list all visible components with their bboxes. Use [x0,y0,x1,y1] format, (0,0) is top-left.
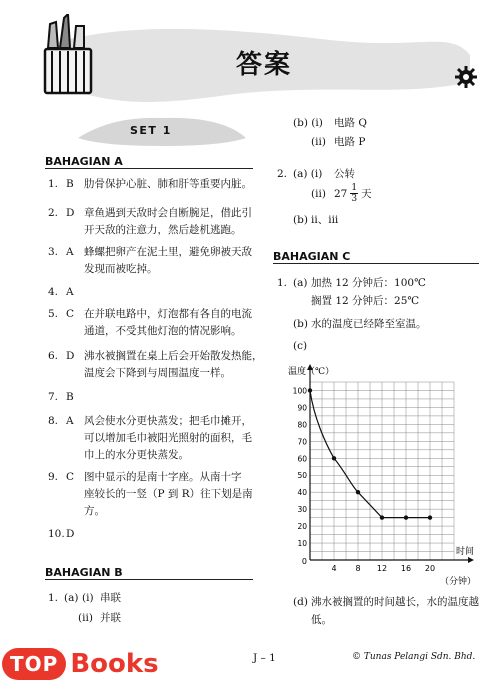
b1-i-answer: 串联 [100,592,121,604]
data-point [332,456,336,460]
pencil-cup-icon [40,14,100,96]
answer-letter: A [66,415,74,427]
answer-explanation-line: 在并联电路中，灯泡都有各自的电流 [84,308,252,320]
section-a-heading: BAHAGIAN A [45,155,123,168]
y-tick-label: 20 [297,522,307,532]
data-point [356,490,360,494]
y-tick-label: 100 [292,386,307,396]
answer-number: 6. [48,350,59,362]
y-tick-label: 50 [297,471,307,481]
q2a-i-label: (a) (i) [293,168,323,180]
answer-number: 9. [48,471,59,483]
x-axis-unit-label: （分钟） [440,577,477,587]
x-axis-label: 时间 [456,547,475,557]
answer-explanation-line: 沸水被搁置在桌上后会开始散发热能， [84,350,263,362]
page-title: 答案 [236,50,293,80]
q2a-ii-label: (ii) [311,188,326,200]
x-tick-label: 8 [355,564,361,573]
data-point [404,515,408,519]
answer-letter: A [66,246,74,258]
c1d-line1: 沸水被搁置的时间越长，水的温度越 [311,596,479,608]
topbooks-logo [2,648,159,680]
answer-number: 8. [48,415,59,427]
answer-letter: D [66,350,75,362]
answer-number: 5. [48,308,59,320]
c1-number: 1. [277,277,288,289]
q2a-ii-answer [334,183,372,204]
answer-explanation-line: 温度会下降到与周围温度一样。 [84,367,231,379]
x-axis-arrow [468,557,474,563]
set-label: SET 1 [130,124,172,137]
data-point [308,388,312,392]
answer-explanation-line: 巾上的水分更快蒸发。 [84,449,189,461]
answer-explanation-line: 肋骨保护心脏、肺和肝等重要内脏。 [84,178,252,190]
x-tick-label: 20 [424,564,436,573]
answer-letter: B [66,178,74,190]
answer-explanation-line: 发现而被吃掉。 [84,263,158,275]
answer-number: 3. [48,246,59,258]
answer-explanation-line: 蜂螺把卵产在泥土里，避免卵被天敌 [84,246,252,258]
page-number: J – 1 [253,652,276,664]
answer-letter: D [66,528,75,540]
q1b-i-answer: 电路 Q [334,117,367,129]
data-point [380,515,384,519]
x-tick-label: 4 [331,564,337,573]
x-tick-label: 16 [400,564,412,573]
answer-number: 10. [48,528,65,540]
q2a-i-answer: 公转 [334,168,355,180]
c1b-label: (b) [293,318,308,330]
b1-i-label: (i) [82,592,94,604]
answer-explanation-line: 可以增加毛巾被阳光照射的面积，毛 [84,432,252,444]
answer-number: 4. [48,286,59,298]
b1-ii-label: (ii) [78,612,93,624]
fraction-numerator: 1 [351,183,358,193]
answer-explanation-line: 图中显示的是南十字座。从南十字 [84,471,242,483]
fraction-denominator: 3 [351,194,358,204]
gear-icon [455,66,477,88]
copyright: © Tunas Pelangi Sdn. Bhd. [352,652,476,662]
answer-explanation-line: 章鱼遇到天敌时会自断腕足，借此引 [84,207,252,219]
answer-explanation-line: 座较长的一竖（P 到 R）往下划是南 [84,488,253,500]
q1b-ii-label: (ii) [311,136,326,148]
section-a-rule [45,168,253,169]
y-tick-label: 70 [297,437,307,447]
answer-number: 1. [48,178,59,190]
b1-ii-answer: 并联 [100,612,121,624]
y-axis-label: 温度（℃） [288,367,335,377]
section-c-heading: BAHAGIAN C [273,250,351,263]
y-tick-label: 30 [297,505,307,515]
q1b-ii-answer: 电路 P [334,136,366,148]
c1a-label: (a) [293,277,308,289]
answer-explanation-line: 方。 [84,505,105,517]
q2a-ii-fraction [350,183,358,204]
section-c-rule [273,263,479,264]
answer-letter: C [66,308,75,320]
origin-label: 0 [301,557,307,566]
answer-explanation-line: 风会使水分更快蒸发；把毛巾摊开， [84,415,252,427]
y-tick-label: 40 [297,488,307,498]
y-tick-label: 10 [297,539,307,549]
c1b-answer: 水的温度已经降至室温。 [311,318,427,330]
section-b-heading: BAHAGIAN B [45,566,123,579]
answer-letter: A [66,286,74,298]
q2-number: 2. [277,168,288,180]
answer-letter: C [66,471,75,483]
c1c-label: (c) [293,340,308,352]
data-point [428,515,432,519]
y-tick-label: 80 [297,420,307,430]
q2b-label: (b) [293,214,308,226]
q2b-answer: ii、iii [311,214,339,226]
c1a-line2: 搁置 12 分钟后：25℃ [311,295,420,307]
answer-explanation-line: 开天敌的注意力，然后趁机逃跑。 [84,224,242,236]
answer-letter: D [66,207,75,219]
answer-number: 7. [48,391,59,403]
q2a-ii-whole: 27 [334,187,348,200]
section-b-rule [45,579,253,580]
c1d-label: (d) [293,596,308,608]
c1d-line2: 低。 [311,614,332,626]
b1-number: 1. [48,592,59,604]
temperature-chart [276,348,486,588]
q2a-ii-unit: 天 [361,187,372,200]
answer-explanation-line: 通道，不受其他灯泡的情况影响。 [84,325,242,337]
x-tick-label: 12 [376,564,388,573]
y-tick-label: 90 [297,403,307,413]
q1b-i-label: (b) (i) [293,117,323,129]
answer-number: 2. [48,207,59,219]
b1-a-label: (a) [64,592,79,604]
y-tick-label: 60 [297,454,307,464]
logo-top: TOP [2,648,66,680]
logo-books: Books [70,649,159,679]
answer-letter: B [66,391,74,403]
c1a-line1: 加热 12 分钟后：100℃ [311,277,426,289]
